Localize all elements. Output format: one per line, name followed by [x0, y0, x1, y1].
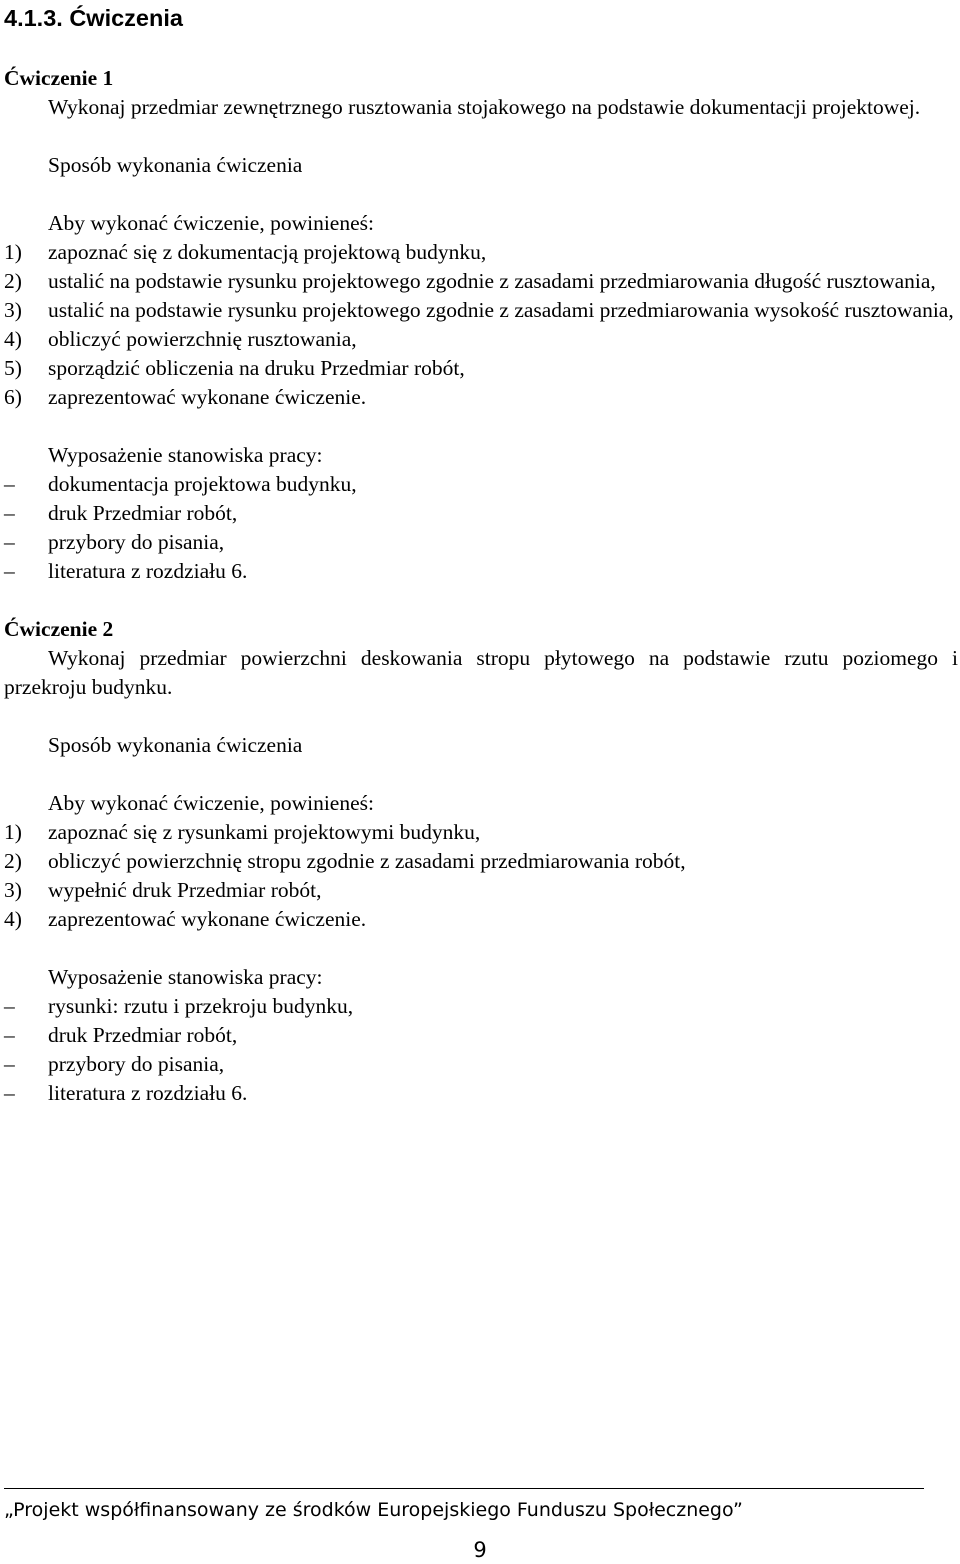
step-item: [4, 847, 958, 876]
equipment-text: rysunki: rzutu i przekroju budynku,: [48, 994, 354, 1018]
equipment-item: [4, 992, 958, 1021]
exercise-1: [4, 64, 958, 586]
step-item: [4, 818, 958, 847]
page-number: 9: [473, 1538, 487, 1562]
step-number: 3): [4, 298, 22, 322]
exercise-2: [4, 615, 958, 1108]
equipment-list: [4, 992, 958, 1108]
step-text: zapoznać się z dokumentacją projektową budynku,: [48, 240, 487, 264]
equipment-heading: Wyposażenie stanowiska pracy:: [48, 965, 323, 989]
equipment-item: [4, 1050, 958, 1079]
step-number: 2): [4, 849, 22, 873]
steps-intro: Aby wykonać ćwiczenie, powinieneś:: [48, 211, 374, 235]
step-text: sporządzić obliczenia na druku Przedmiar robót,: [48, 356, 465, 380]
dash-bullet: –: [4, 1052, 15, 1076]
equipment-item: [4, 1079, 958, 1108]
step-item: [4, 296, 958, 325]
exercise-task: Wykonaj przedmiar powierzchni deskowania stropu płytowego na podstawie rzutu poziomego i przekroju budynku.: [4, 646, 958, 699]
step-text: zaprezentować wykonane ćwiczenie.: [48, 907, 367, 931]
equipment-item: [4, 499, 958, 528]
dash-bullet: –: [4, 1023, 15, 1047]
exercise-title: Ćwiczenie 1: [4, 66, 114, 90]
method-heading: Sposób wykonania ćwiczenia: [48, 733, 303, 757]
dash-bullet: –: [4, 472, 15, 496]
step-text: zaprezentować wykonane ćwiczenie.: [48, 385, 367, 409]
step-text: wypełnić druk Przedmiar robót,: [48, 878, 322, 902]
equipment-text: przybory do pisania,: [48, 530, 225, 554]
dash-bullet: –: [4, 994, 15, 1018]
step-number: 2): [4, 269, 22, 293]
exercise-task: Wykonaj przedmiar zewnętrznego rusztowania stojakowego na podstawie dokumentacji projektowej.: [48, 95, 921, 119]
step-text: ustalić na podstawie rysunku projektowego zgodnie z zasadami przedmiarowania wysokość rusztowania,: [48, 298, 954, 322]
equipment-item: [4, 557, 958, 586]
dash-bullet: –: [4, 559, 15, 583]
steps-list: [4, 238, 958, 412]
step-item: [4, 383, 958, 412]
steps-list: [4, 818, 958, 934]
step-item: [4, 905, 958, 934]
equipment-heading: Wyposażenie stanowiska pracy:: [48, 443, 323, 467]
step-number: 1): [4, 240, 22, 264]
method-heading: Sposób wykonania ćwiczenia: [48, 153, 303, 177]
equipment-text: literatura z rozdziału 6.: [48, 1081, 248, 1105]
dash-bullet: –: [4, 501, 15, 525]
step-number: 6): [4, 385, 22, 409]
step-number: 1): [4, 820, 22, 844]
step-item: [4, 354, 958, 383]
steps-intro: Aby wykonać ćwiczenie, powinieneś:: [48, 791, 374, 815]
step-number: 3): [4, 878, 22, 902]
step-number: 4): [4, 327, 22, 351]
step-item: [4, 876, 958, 905]
equipment-text: druk Przedmiar robót,: [48, 1023, 238, 1047]
step-number: 5): [4, 356, 22, 380]
step-text: zapoznać się z rysunkami projektowymi budynku,: [48, 820, 481, 844]
dash-bullet: –: [4, 1081, 15, 1105]
equipment-text: druk Przedmiar robót,: [48, 501, 238, 525]
equipment-item: [4, 1021, 958, 1050]
step-item: [4, 267, 958, 296]
step-item: [4, 238, 958, 267]
page-footer: „Projekt współfinansowany ze środków Europejskiego Funduszu Społecznego”: [4, 1488, 924, 1522]
step-item: [4, 325, 958, 354]
equipment-text: przybory do pisania,: [48, 1052, 225, 1076]
equipment-item: [4, 528, 958, 557]
equipment-item: [4, 470, 958, 499]
exercise-title: Ćwiczenie 2: [4, 617, 114, 641]
step-text: obliczyć powierzchnię stropu zgodnie z zasadami przedmiarowania robót,: [48, 849, 686, 873]
equipment-text: dokumentacja projektowa budynku,: [48, 472, 357, 496]
step-number: 4): [4, 907, 22, 931]
dash-bullet: –: [4, 530, 15, 554]
section-title: 4.1.3. Ćwiczenia: [4, 5, 183, 31]
step-text: obliczyć powierzchnię rusztowania,: [48, 327, 357, 351]
step-text: ustalić na podstawie rysunku projektowego zgodnie z zasadami przedmiarowania długość rusztowania,: [48, 269, 936, 293]
equipment-text: literatura z rozdziału 6.: [48, 559, 248, 583]
equipment-list: [4, 470, 958, 586]
document-page: [4, 2, 958, 1108]
